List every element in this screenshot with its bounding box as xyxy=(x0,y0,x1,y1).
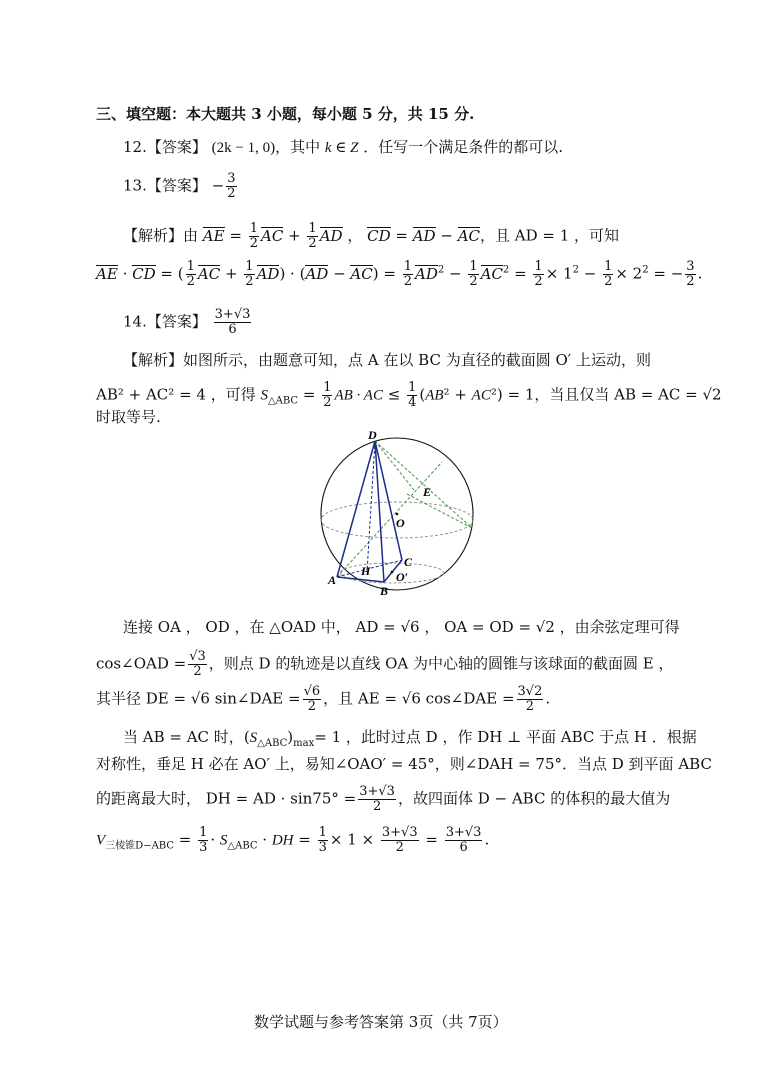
q14-p3-line4: $V_{三棱锥D-ABC}$ = $\frac{1}{3}$ · $S_{\triangle ABC}$ · DH = $\frac{1}{3}$ × 1 × $\frac{3+√3}{2}$ = $\frac{3+√3}{6}$ . xyxy=(96,825,490,855)
label-a: A xyxy=(328,573,337,587)
q14-p1-line3: 时取等号. xyxy=(96,408,161,426)
segment-dh xyxy=(367,441,375,572)
q13-answer-line xyxy=(123,172,239,201)
sphere-figure xyxy=(312,430,482,600)
q14-answer-fraction: $\frac{3+√3}{6}$ xyxy=(214,307,251,337)
q14-p3-line1: 当 AB = AC 时，$(S_{\triangle ABC})_{max}= 1$ ，此时过点 D ，作 DH ⊥ 平面 ABC 于点 H ．根据 xyxy=(123,728,697,749)
answer-tag: 【答案】 xyxy=(146,138,207,156)
label-d: D xyxy=(368,430,377,442)
q12-text: ，其中 xyxy=(275,138,325,156)
q12-condition: k ∈ Z xyxy=(324,140,359,156)
q14-answer-line xyxy=(123,308,253,337)
label-c: C xyxy=(404,555,413,569)
q13-answer-sign: − xyxy=(211,176,225,195)
q13-number: 13. xyxy=(123,176,147,195)
section-heading: 三、填空题：本大题共 3 小题，每小题 5 分，共 15 分. xyxy=(96,105,475,123)
analysis-tag: 【解析】 xyxy=(123,226,184,245)
q14-number: 14. xyxy=(123,312,147,331)
q14-p2-line2: cos∠OAD = $\frac{√3}{2}$ ，则点 D 的轨迹是以直线 OA 为中心轴的圆锥与该球面的截面圆 E ， xyxy=(96,649,674,679)
page-footer: 数学试题与参考答案第 3页（共 7页） xyxy=(254,1013,508,1031)
label-o-prime: O′ xyxy=(396,570,409,584)
q14-p3-line3: 的距离最大时， DH = AD · sin75° = $\frac{3+√3}{2}$ ，故四面体 D − ABC 的体积的最大值为 xyxy=(96,784,671,814)
q12-answer-line xyxy=(123,137,563,158)
q13-answer-fraction: $\frac{3}{2}$ xyxy=(227,171,236,201)
q12-text-end: ．任写一个满足条件的都可以. xyxy=(358,138,564,156)
q13-analysis-line2: AE · CD = ( $\frac{1}{2}$ AC + $\frac{1}{2}$ AD) · (AD − AC) = $\frac{1}{2}$ $AD^2$ − $\frac{1}{2}$ $AC^2$ = $\frac{1}{2}$ × $1^2$ − $\frac{1}{2}$ × $2^2$ = − $\frac{3}{2}$ . xyxy=(96,259,703,289)
q14-p2-line3: 其半径 DE = √6 sin∠DAE = $\frac{√6}{2}$ ，且 AE = √6 cos∠DAE = $\frac{3√2}{2}$ . xyxy=(96,684,551,714)
label-e: E xyxy=(423,485,432,499)
answer-tag: 【答案】 xyxy=(146,312,207,331)
q13-analysis-line1: 【解析】由 AE = $\frac{1}{2}$ AC + $\frac{1}{2}$ AD ， CD = AD − AC，且 AD = 1 ，可知 xyxy=(123,221,620,251)
label-o: O xyxy=(396,516,405,530)
q14-p1-line1: 【解析】如图所示，由题意可知，点 A 在以 BC 为直径的截面圆 O′ 上运动，则 xyxy=(123,351,651,369)
q14-p1-line2: AB² + AC² = 4 ，可得 $S_{\triangle ABC}$ = $\frac{1}{2}$ AB · AC ≤ $\frac{1}{4}$ (AB² + AC²) = 1，当且仅当 AB = AC = √2 xyxy=(96,380,722,410)
answer-tag: 【答案】 xyxy=(146,176,207,195)
label-b: B xyxy=(380,584,389,598)
q14-p2-line1: 连接 OA ， OD ，在 △OAD 中， AD = √6 ， OA = OD = √2 ，由余弦定理可得 xyxy=(123,618,680,636)
q12-number: 12. xyxy=(123,138,147,156)
label-h: H xyxy=(361,564,371,578)
q12-expression: (2k − 1, 0) xyxy=(211,140,276,156)
q14-p3-line2: 对称性，垂足 H 必在 AO′ 上，易知∠OAO′ = 45°，则∠DAH = 75°．当点 D 到平面 ABC xyxy=(96,755,712,773)
